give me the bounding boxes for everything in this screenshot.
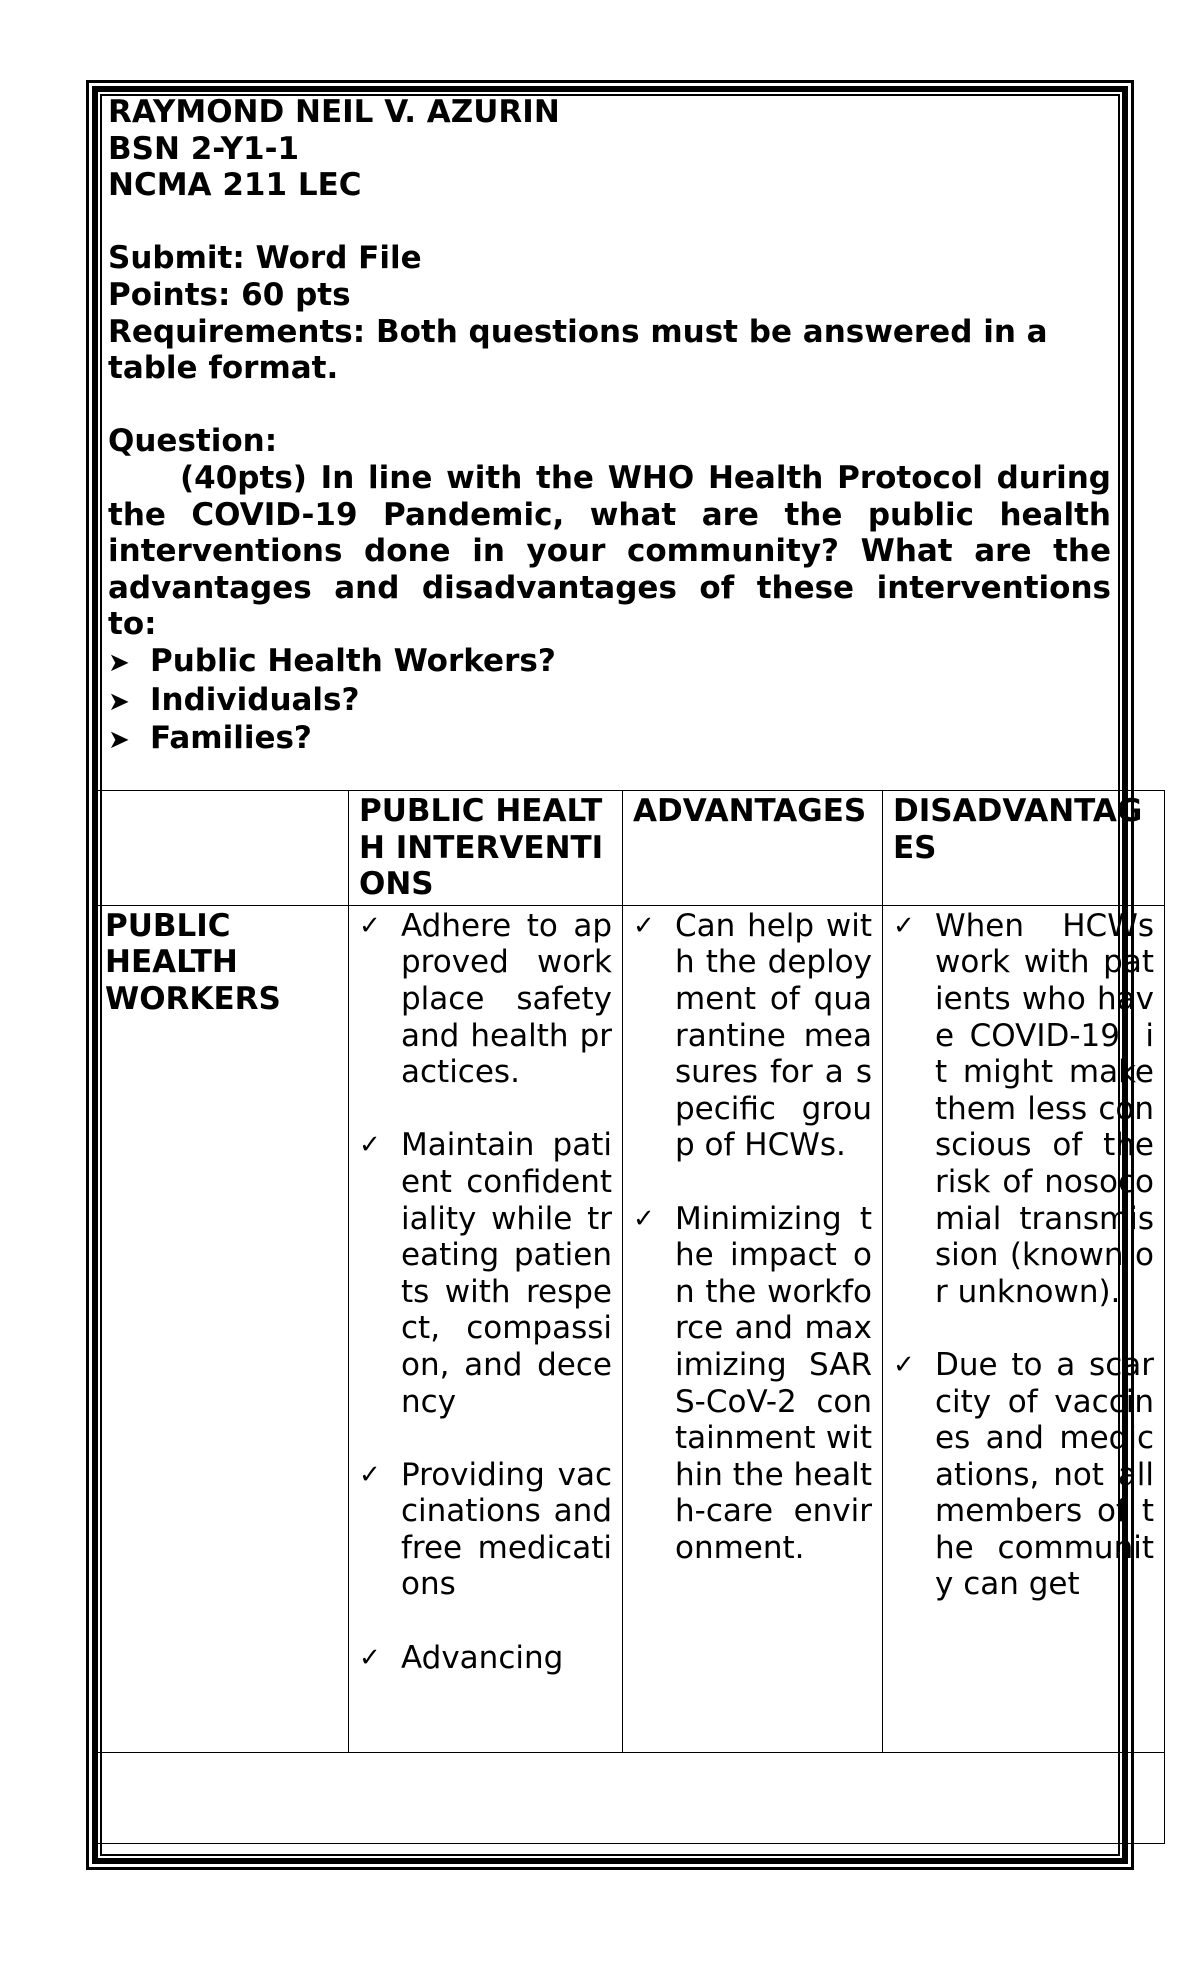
checkmark-icon: ✓ [633, 1203, 655, 1234]
list-item: ✓ Providing vaccinations and free medications [359, 1456, 612, 1603]
interventions-cell [349, 905, 623, 1752]
list-item: ✓ Advancing [359, 1639, 564, 1676]
arrowhead-icon: ➤ [108, 647, 130, 678]
list-item: ➤ Public Health Workers? [108, 643, 1111, 682]
table-row [95, 905, 1165, 1752]
requirements: Requirements: Both questions must be answered in a table format. [108, 313, 1048, 387]
document-body [108, 94, 1111, 759]
checkmark-icon: ✓ [633, 910, 655, 941]
list-item: ✓ Can help with the deployment of quarantine measures for a specific group of HCWs. [633, 907, 872, 1164]
checkmark-icon: ✓ [359, 1642, 381, 1673]
list-item: ✓ Due to a scarcity of vaccines and medications, not all members of the community can get [893, 1346, 1154, 1603]
checkmark-icon: ✓ [359, 910, 381, 941]
list-item: ✓ Adhere to approved workplace safety and health practices. [359, 907, 612, 1091]
table-header-row [95, 791, 1165, 906]
list-item: ✓ Minimizing the impact on the workforce and maximizing SARS-CoV-2 containment within the health-care environment. [633, 1200, 872, 1566]
points: Points: 60 pts [108, 276, 351, 313]
table-row-empty [95, 1752, 1165, 1843]
arrowhead-icon: ➤ [108, 725, 130, 756]
question-text: (40pts) In line with the WHO Health Protocol during the COVID-19 Pandemic, what are the public health interventions done in your community? What are the advantages and disadvantages of these interventions to: [108, 459, 1111, 643]
table-header-advantages: ADVANTAGES [623, 791, 883, 906]
question-targets [108, 643, 1111, 759]
checkmark-icon: ✓ [359, 1130, 381, 1161]
table-header-disadvantages: DISADVANTAGES [883, 791, 1165, 906]
student-name: RAYMOND NEIL V. AZURIN [108, 94, 560, 130]
advantages-cell [623, 905, 883, 1752]
list-item: ✓ When HCWs work with patients who have COVID-19, it might make them less conscious of the risk of nosocomial transmission (known or unknown). [893, 907, 1154, 1310]
arrowhead-icon: ➤ [108, 686, 130, 717]
question-label: Question: [108, 423, 278, 460]
checkmark-icon: ✓ [893, 910, 915, 941]
list-item: ➤ Individuals? [108, 682, 1111, 721]
row-label: PUBLIC HEALTH WORKERS [95, 905, 349, 1752]
checkmark-icon: ✓ [359, 1459, 381, 1490]
table-header-empty [95, 791, 349, 906]
submit-format: Submit: Word File [108, 240, 422, 277]
student-section: BSN 2-Y1-1 [108, 130, 300, 167]
disadvantages-cell [883, 905, 1165, 1752]
list-item: ✓ Maintain patient confidentiality while treating patients with respect, compassion, and decency [359, 1127, 612, 1420]
course-code: NCMA 211 LEC [108, 167, 362, 204]
interventions-table [94, 790, 1165, 1844]
checkmark-icon: ✓ [893, 1349, 915, 1380]
table-header-interventions: PUBLIC HEALTH INTERVENTIONS [349, 791, 623, 906]
list-item: ➤ Families? [108, 720, 1111, 759]
